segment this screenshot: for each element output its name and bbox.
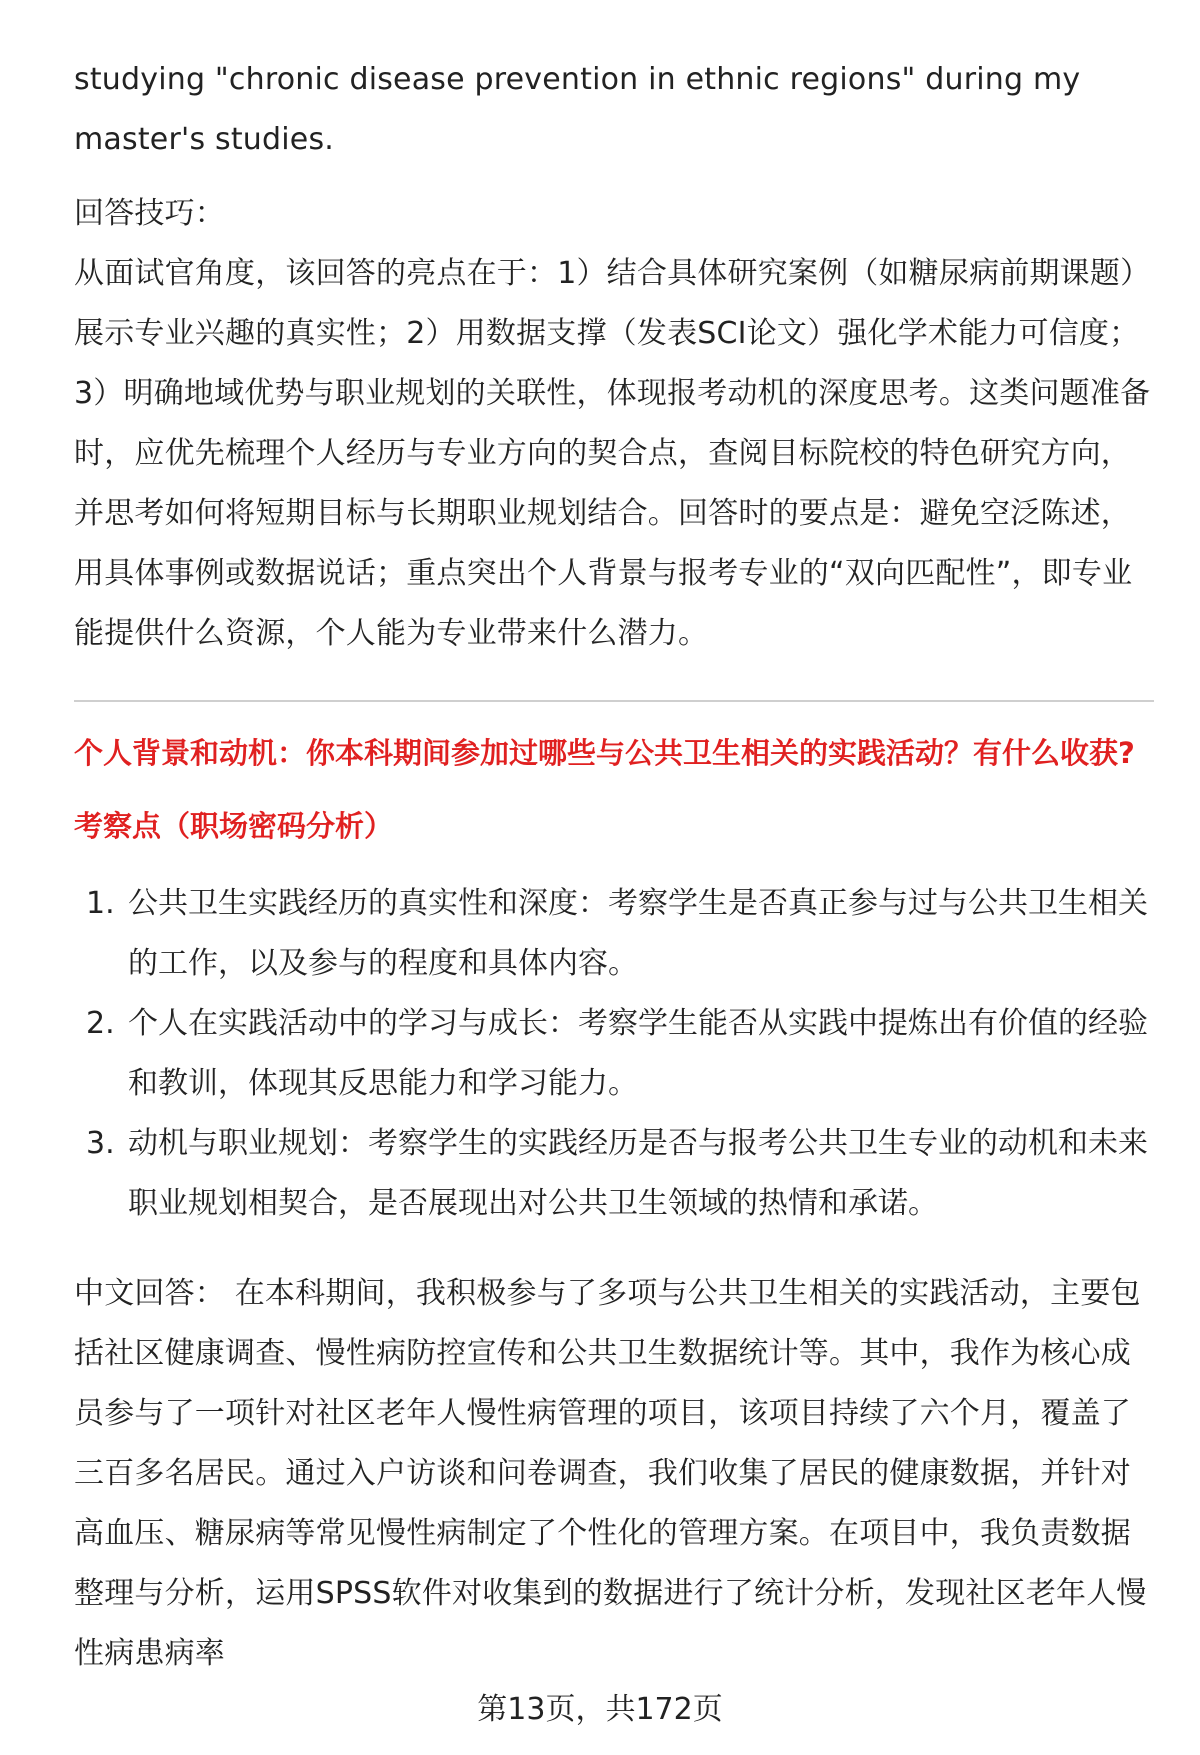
list-item [74,874,1154,994]
list-item-number: 1. [86,886,115,921]
answer-paragraph: 中文回答： 在本科期间，我积极参与了多项与公共卫生相关的实践活动，主要包括社区健康调查、慢性病防控宣传和公共卫生数据统计等。其中，我作为核心成员参与了一项针对社区老年人慢性病管理的项目，该项目持续了六个月，覆盖了三百多名居民。通过入户访谈和问卷调查，我们收集了居民的健康数据，并针对高血压、糖尿病等常见慢性病制定了个性化的管理方案。在项目中，我负责数据整理与分析，运用SPSS软件对收集到的数据进行了统计分析，发现社区老年人慢性病患病率 [74,1276,1147,1671]
analysis-points-list [74,874,1154,1234]
tips-label: 回答技巧： [74,196,225,231]
analysis-title: 考察点（职场密码分析） [74,809,394,843]
tips-paragraph: 从面试官角度，该回答的亮点在于：1）结合具体研究案例（如糖尿病前期课题）展示专业兴趣的真实性；2）用数据支撑（发表SCI论文）强化学术能力可信度；3）明确地域优势与职业规划的关联性，体现报考动机的深度思考。这类问题准备时，应优先梳理个人经历与专业方向的契合点，查阅目标院校的特色研究方向，并思考如何将短期目标与长期职业规划结合。回答时的要点是：避免空泛陈述，用具体事例或数据说话；重点突出个人背景与报考专业的“双向匹配性”，即专业能提供什么资源，个人能为专业带来什么潜力。 [74,256,1151,651]
intro-paragraph: studying "chronic disease prevention in ethnic regions" during my master's studies. [74,62,1081,157]
document-page [74,50,1154,1684]
list-item-text: 动机与职业规划：考察学生的实践经历是否与报考公共卫生专业的动机和未来职业规划相契合，是否展现出对公共卫生领域的热情和承诺。 [128,1126,1148,1221]
section-divider [74,700,1154,702]
list-item-number: 3. [86,1126,115,1161]
list-item-text: 个人在实践活动中的学习与成长：考察学生能否从实践中提炼出有价值的经验和教训，体现其反思能力和学习能力。 [128,1006,1148,1101]
page-number-footer: 第13页，共172页 [477,1692,723,1727]
list-item-text: 公共卫生实践经历的真实性和深度：考察学生是否真正参与过与公共卫生相关的工作，以及参与的程度和具体内容。 [128,886,1148,981]
list-item [74,994,1154,1114]
question-heading: 个人背景和动机：你本科期间参加过哪些与公共卫生相关的实践活动？有什么收获? [74,736,1135,770]
list-item [74,1114,1154,1234]
list-item-number: 2. [86,1006,115,1041]
